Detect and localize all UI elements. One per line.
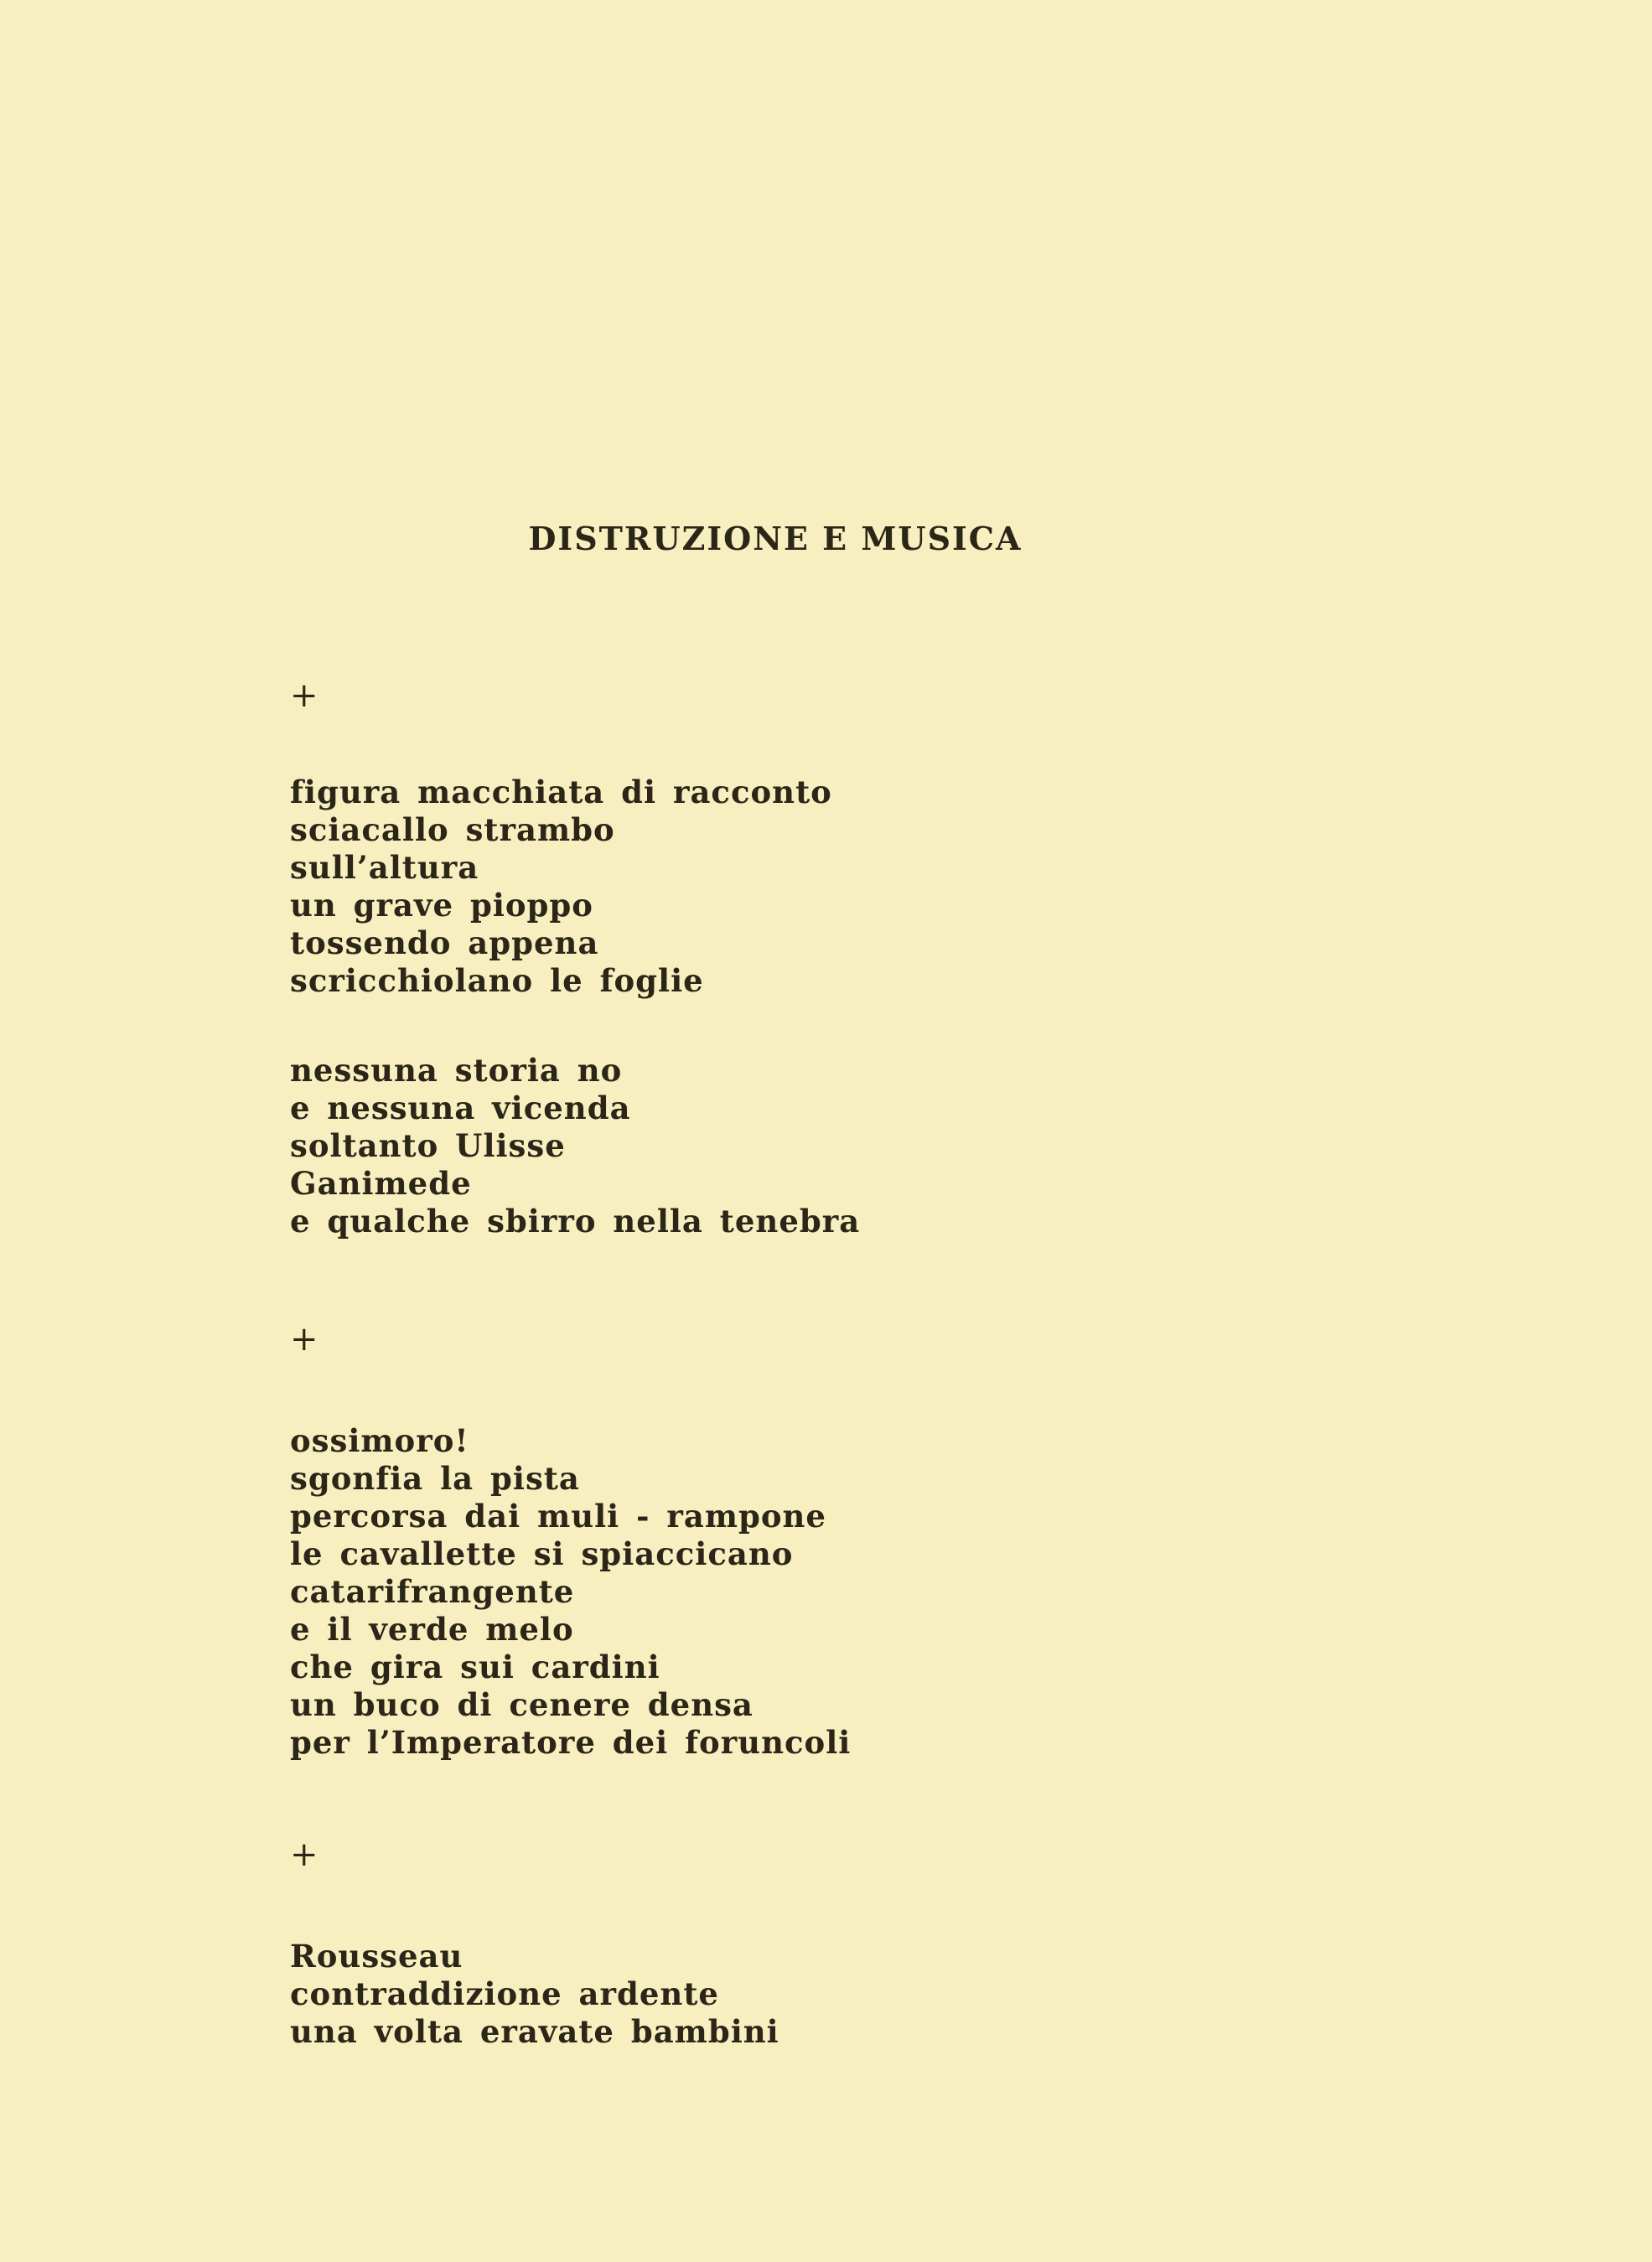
verse-line: catarifrangente xyxy=(290,1573,575,1610)
verse-line: contraddizione ardente xyxy=(290,1975,719,2012)
verse-line: ossimoro! xyxy=(290,1422,469,1459)
verse-line: tossendo appena xyxy=(290,924,599,961)
section-separator: + xyxy=(290,1835,318,1874)
verse-line: scricchiolano le foglie xyxy=(290,962,704,999)
verse-line: e il verde melo xyxy=(290,1611,574,1648)
verse-line: e qualche sbirro nella tenebra xyxy=(290,1203,861,1240)
stanza-1 xyxy=(290,774,832,1000)
verse-line: Ganimede xyxy=(290,1165,472,1202)
verse-line: un buco di cenere densa xyxy=(290,1686,753,1723)
verse-line: nessuna storia no xyxy=(290,1052,623,1089)
verse-line: una volta eravate bambini xyxy=(290,2013,779,2050)
verse-line: che gira sui cardini xyxy=(290,1649,660,1685)
stanza-3 xyxy=(290,1422,851,1762)
verse-line: sull’altura xyxy=(290,849,479,886)
verse-line: percorsa dai muli - rampone xyxy=(290,1498,826,1535)
verse-line: soltanto Ulisse xyxy=(290,1127,566,1164)
verse-line: le cavallette si spiaccicano xyxy=(290,1535,794,1572)
stanza-2 xyxy=(290,1052,860,1240)
section-separator: + xyxy=(290,1320,318,1359)
verse-line: per l’Imperatore dei foruncoli xyxy=(290,1724,852,1761)
verse-line: e nessuna vicenda xyxy=(290,1090,631,1126)
stanza-4 xyxy=(290,1938,779,2051)
verse-line: sgonfia la pista xyxy=(290,1460,580,1497)
section-separator: + xyxy=(290,676,318,715)
verse-line: figura macchiata di racconto xyxy=(290,774,832,810)
verse-line: un grave pioppo xyxy=(290,887,593,924)
verse-line: sciacallo strambo xyxy=(290,811,615,848)
poem-title: DISTRUZIONE E MUSICA xyxy=(528,520,1023,557)
verse-line: Rousseau xyxy=(290,1938,463,1975)
